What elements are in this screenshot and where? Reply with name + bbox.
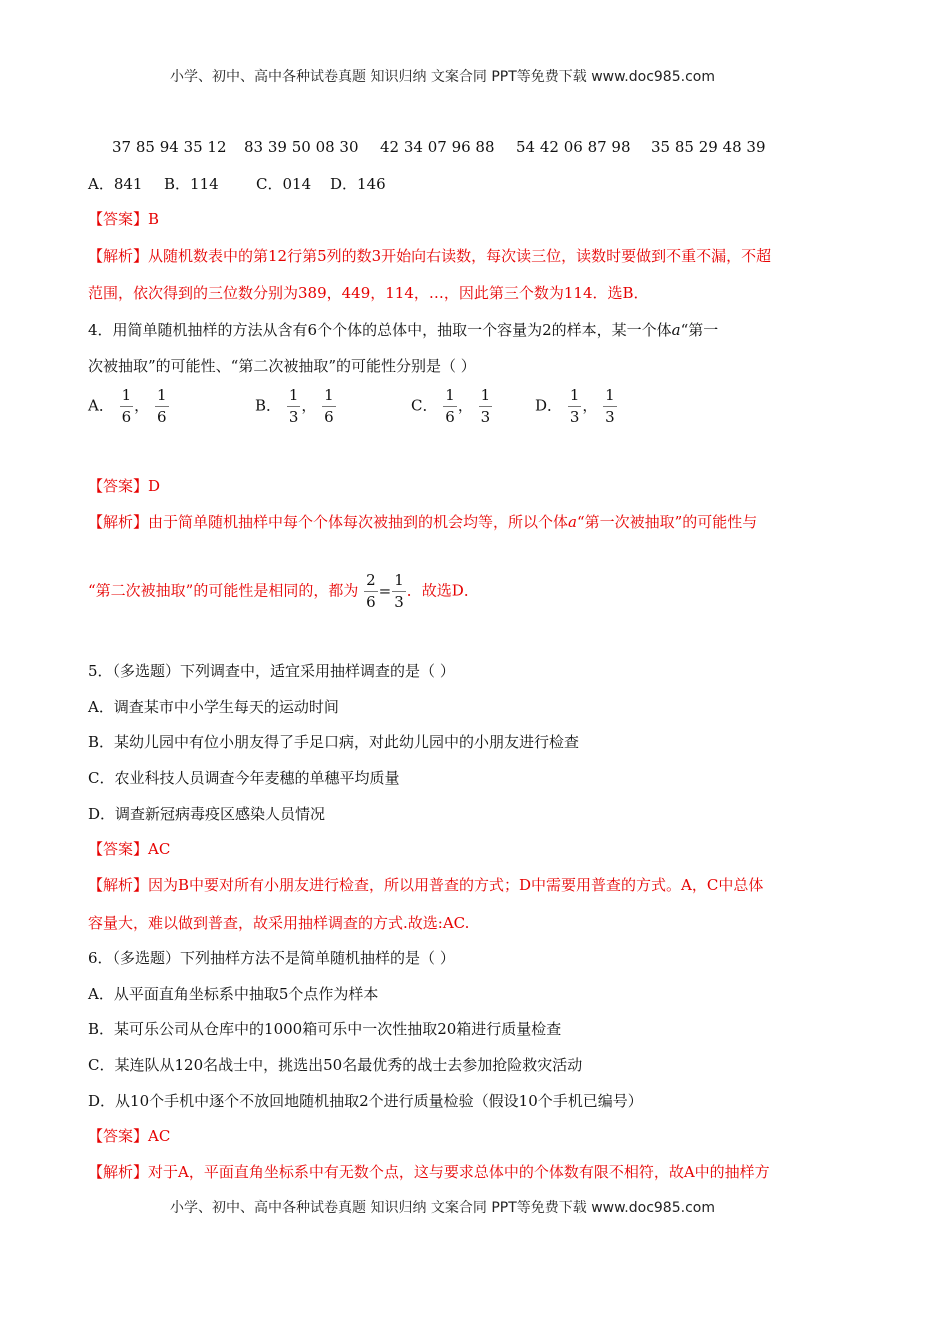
q6-option-d: D．从10个手机中逐个不放回地随机抽取2个进行质量检验（假设10个手机已编号） [88, 1092, 643, 1110]
page-header: 小学、初中、高中各种试卷真题 知识归纳 文案合同 PPT等免费下载 www.doc985.com [170, 69, 715, 85]
q3-option-a: A．841 [88, 175, 143, 193]
q3-option-d: D．146 [330, 175, 386, 193]
fraction: $\frac{2}{6}$ [366, 571, 376, 611]
q3-analysis-line-1: 【解析】从随机数表中的第12行第5列的数3开始向右读数，每次读三位，读数时要做到不重不漏，不超 [88, 247, 772, 265]
q4-stem-quote: “第一 [680, 321, 719, 339]
q5-option-a: A．调查某市中小学生每天的运动时间 [88, 698, 339, 716]
q4-option-c: C． $\frac{1}{6}$ ， $\frac{1}{3}$ [411, 386, 491, 426]
fraction: $\frac{1}{6}$ [445, 386, 455, 426]
q4-stem-line-2: 次被抽取”的可能性、“第二次被抽取”的可能性分别是（ ） [88, 357, 476, 375]
q3-option-c: C．014 [256, 175, 312, 193]
random-number-row-4: 54 42 06 87 98 [516, 138, 631, 156]
q6-option-b: B．某可乐公司从仓库中的1000箱可乐中一次性抽取20箱进行质量检查 [88, 1020, 562, 1038]
fraction: $\frac{1}{6}$ [121, 386, 132, 426]
random-number-row-3: 42 34 07 96 88 [380, 138, 495, 156]
q5-analysis-line-1: 【解析】因为B中要对所有小朋友进行检查，所以用普查的方式；D中需要用普查的方式。A，C中总体 [88, 876, 764, 894]
fraction: $\frac{1}{3}$ [480, 386, 491, 426]
q4-option-a: A． $\frac{1}{6}$ ， $\frac{1}{6}$ [88, 386, 167, 426]
fraction: $\frac{1}{3}$ [569, 386, 580, 426]
q6-stem: 6．（多选题）下列抽样方法不是简单随机抽样的是（ ） [88, 949, 455, 967]
q6-option-c: C．某连队从120名战士中，挑选出50名最优秀的战士去参加抢险救灾活动 [88, 1056, 583, 1074]
q4-analysis-line-1: 【解析】由于简单随机抽样中每个个体每次被抽到的机会均等，所以个体a“第一次被抽取”的可能性与 [88, 513, 758, 531]
random-number-row-2: 83 39 50 08 30 [244, 138, 359, 156]
q6-option-a: A．从平面直角坐标系中抽取5个点作为样本 [88, 985, 379, 1003]
q4-answer: 【答案】D [88, 477, 161, 495]
q4-stem-line-1 [88, 319, 718, 340]
q6-analysis-line-1: 【解析】对于A，平面直角坐标系中有无数个点，这与要求总体中的个体数有限不相符，故A中的抽样方 [88, 1163, 770, 1181]
q4-stem-text: 4．用简单随机抽样的方法从含有6个个体的总体中，抽取一个容量为2的样本，某一个体 [88, 321, 672, 339]
fraction: $\frac{1}{3}$ [288, 386, 299, 426]
q5-option-b: B．某幼儿园中有位小朋友得了手足口病，对此幼儿园中的小朋友进行检查 [88, 733, 580, 751]
fraction: $\frac{1}{3}$ [394, 571, 404, 611]
q4-variable: a [671, 321, 681, 339]
q4-analysis-line-2: “第二次被抽取”的可能性是相同的，都为 $\frac{2}{6}$ = $\frac{1}{3}$ ．故选D． [88, 571, 479, 611]
q5-analysis-line-2: 容量大，难以做到普查，故采用抽样调查的方式.故选:AC. [88, 914, 470, 932]
q3-analysis-line-2: 范围，依次得到的三位数分别为389，449，114，…，因此第三个数为114．选B． [88, 284, 649, 302]
page-footer: 小学、初中、高中各种试卷真题 知识归纳 文案合同 PPT等免费下载 www.doc985.com [170, 1200, 715, 1216]
fraction: $\frac{1}{6}$ [324, 386, 334, 426]
q3-option-b: B．114 [164, 175, 219, 193]
q5-stem: 5．（多选题）下列调查中，适宜采用抽样调查的是（ ） [88, 662, 455, 680]
q5-option-c: C．农业科技人员调查今年麦穗的单穗平均质量 [88, 769, 400, 787]
q4-option-b: B． $\frac{1}{3}$ ， $\frac{1}{6}$ [255, 386, 334, 426]
q4-option-d: D． $\frac{1}{3}$ ， $\frac{1}{3}$ [535, 386, 615, 426]
random-number-row-5: 35 85 29 48 39 [651, 138, 766, 156]
q3-answer: 【答案】B [88, 210, 160, 228]
q5-answer: 【答案】AC [88, 840, 171, 858]
random-number-row-1: 37 85 94 35 12 [112, 138, 227, 156]
q5-option-d: D．调查新冠病毒疫区感染人员情况 [88, 805, 326, 823]
fraction: $\frac{1}{3}$ [605, 386, 615, 426]
fraction: $\frac{1}{6}$ [156, 386, 167, 426]
q6-answer: 【答案】AC [88, 1127, 171, 1145]
q4-analysis-variable: a [568, 513, 577, 531]
